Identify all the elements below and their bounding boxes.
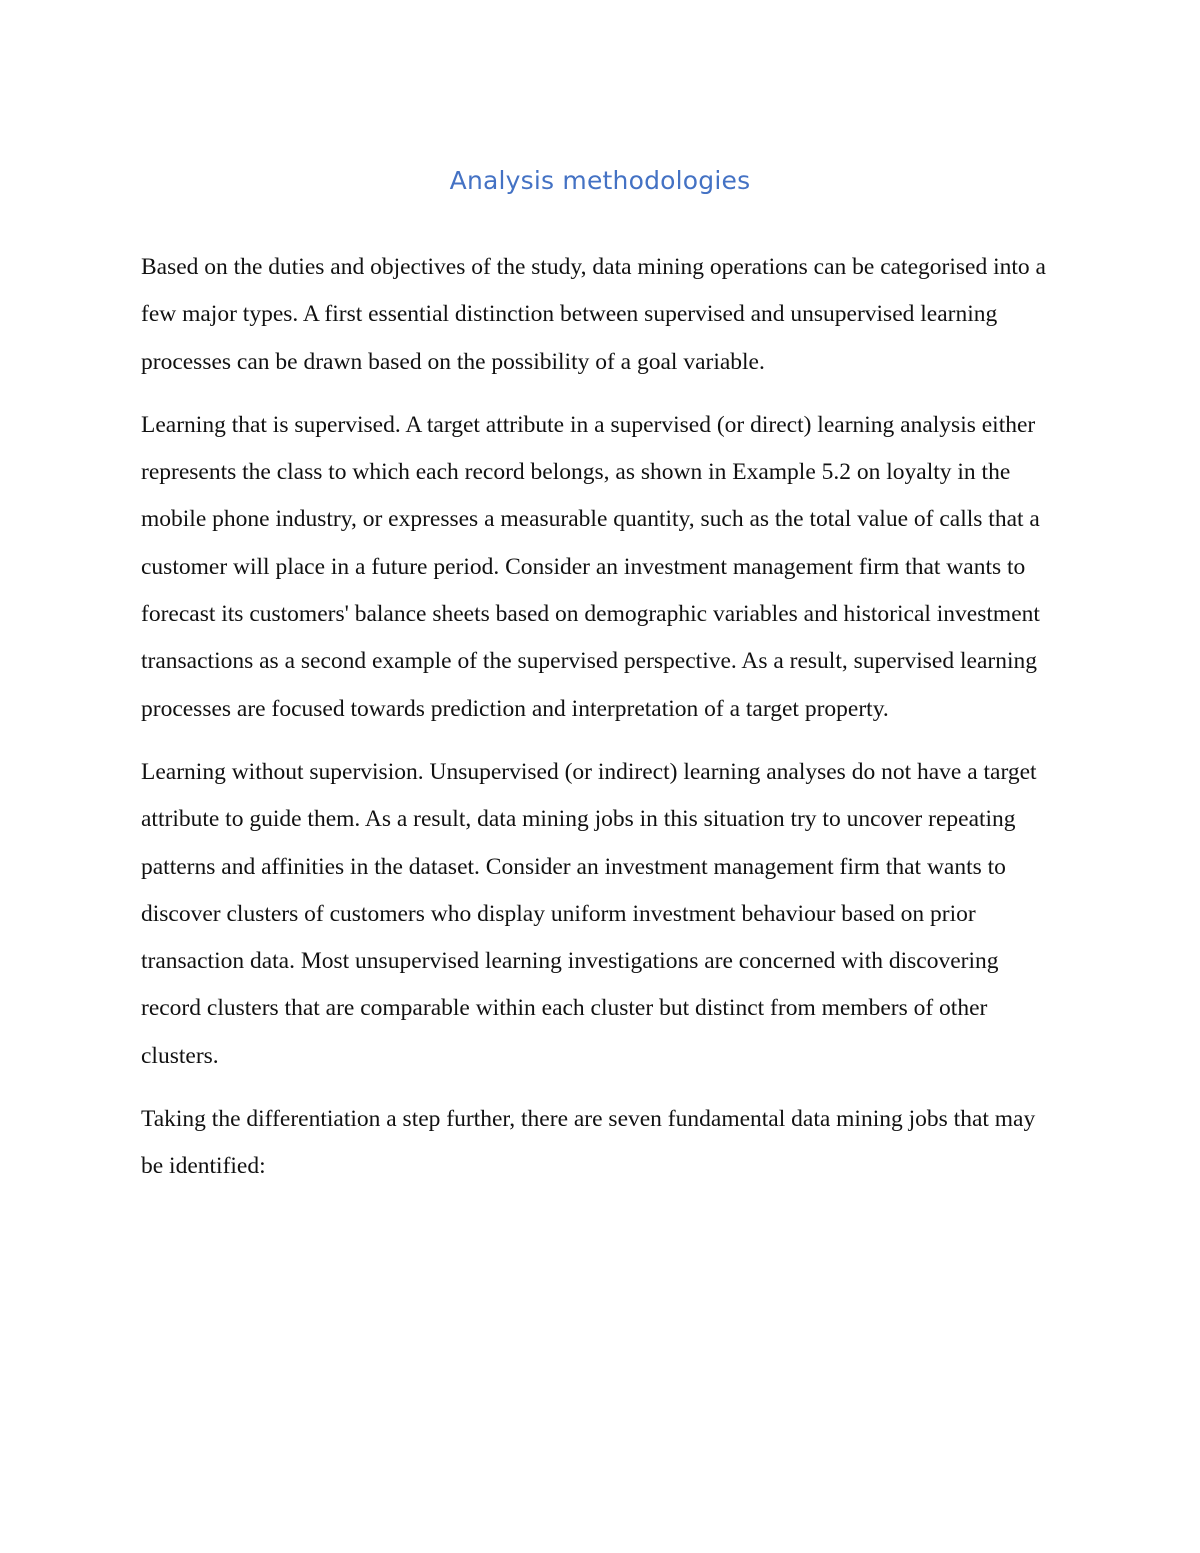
paragraph-unsupervised: Learning without supervision. Unsupervised (or indirect) learning analyses do not have a target attribute to guide them. As a result, data mining jobs in this situation try to uncover repeating patterns and affinities in the dataset. Consider an investment management firm that wants to discover clusters of customers who display uniform investment behaviour based on prior transaction data. Most unsupervised learning investigations are concerned with discovering record clusters that are comparable within each cluster but distinct from members of other clusters.	[141, 758, 1037, 1069]
paragraph-intro: Based on the duties and objectives of the study, data mining operations can be categorised into a few major types. A first essential distinction between supervised and unsupervised learning processes can be drawn based on the possibility of a goal variable.	[141, 254, 1046, 375]
paragraph-supervised: Learning that is supervised. A target attribute in a supervised (or direct) learning analysis either represents the class to which each record belongs, as shown in Example 5.2 on loyalty in the mobile phone industry, or expresses a measurable quantity, such as the total value of calls that a customer will place in a future period. Consider an investment management firm that wants to forecast its customers' balance sheets based on demographic variables and historical investment transactions as a second example of the supervised perspective. As a result, supervised learning processes are focused towards prediction and interpretation of a target property.	[141, 411, 1040, 722]
page-title: Analysis methodologies	[449, 166, 751, 195]
paragraph-tasks: Taking the differentiation a step further, there are seven fundamental data mining jobs that may be identified:	[141, 1106, 1036, 1180]
document-body	[141, 244, 1061, 1207]
